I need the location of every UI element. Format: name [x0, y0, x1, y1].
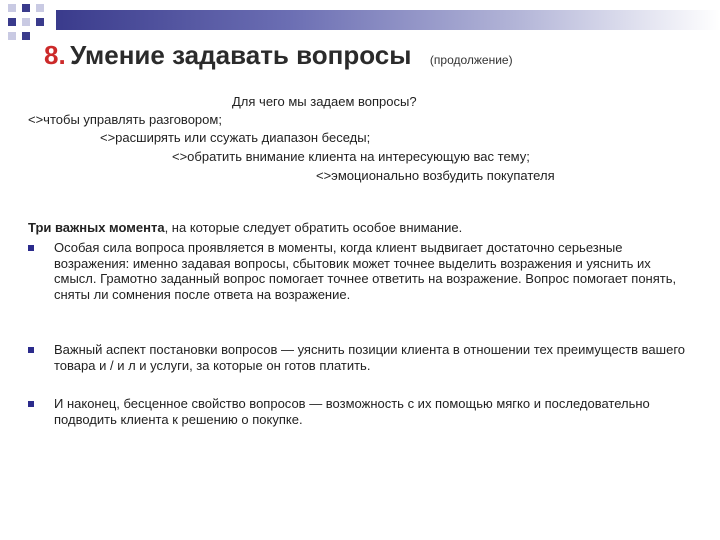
decorative-header [0, 0, 720, 40]
header-gradient-bar [56, 10, 720, 30]
title-subtitle: (продолжение) [429, 53, 513, 67]
section-heading [28, 220, 688, 235]
intro-item: <>обратить внимание клиента на интересующую вас тему; [172, 149, 530, 164]
intro-item: <>чтобы управлять разговором; [28, 112, 222, 127]
decor-square [8, 18, 16, 26]
section-heading-bold: Три важных момента [28, 220, 165, 235]
decor-square [22, 4, 30, 12]
bullet-text: Особая сила вопроса проявляется в моменты, когда клиент выдвигает достаточно серьезные возражения: именно задавая вопросы, сбытовик может точнее выделить возражения и уяснить их смысл. Грамотно заданный вопрос помогает точнее ответить на возражение. Вопрос помогает понять, сняты ли сомнения после ответа на возражение. [54, 240, 677, 302]
decor-square [22, 32, 30, 40]
decor-square [22, 18, 30, 26]
bullet-text: И наконец, бесценное свойство вопросов — возможность с их помощью мягко и последовательно подводить клиента к решению о покупке. [54, 396, 650, 427]
bullet-square-icon [28, 245, 34, 251]
bullet-square-icon [28, 347, 34, 353]
bullet-text: Важный аспект постановки вопросов — уяснить позиции клиента в отношении тех преимуществ вашего товара и / и л и услуги, за которые он готов платить. [54, 342, 686, 373]
bullet-square-icon [28, 401, 34, 407]
intro-question: Для чего мы задаем вопросы? [232, 94, 417, 109]
intro-item: <>расширять или ссужать диапазон беседы; [100, 130, 371, 145]
decor-square [36, 18, 44, 26]
title-number: 8. [44, 40, 66, 70]
intro-item: <>эмоционально возбудить покупателя [316, 168, 555, 183]
decor-square [8, 4, 16, 12]
decor-square [8, 32, 16, 40]
list-item [28, 240, 688, 302]
section-heading-rest: , на которые следует обратить особое внимание. [164, 220, 463, 235]
list-item [28, 342, 688, 373]
list-item [28, 396, 688, 427]
page-title [44, 40, 704, 71]
title-text: Умение задавать вопросы [70, 40, 412, 70]
decor-square [36, 4, 44, 12]
